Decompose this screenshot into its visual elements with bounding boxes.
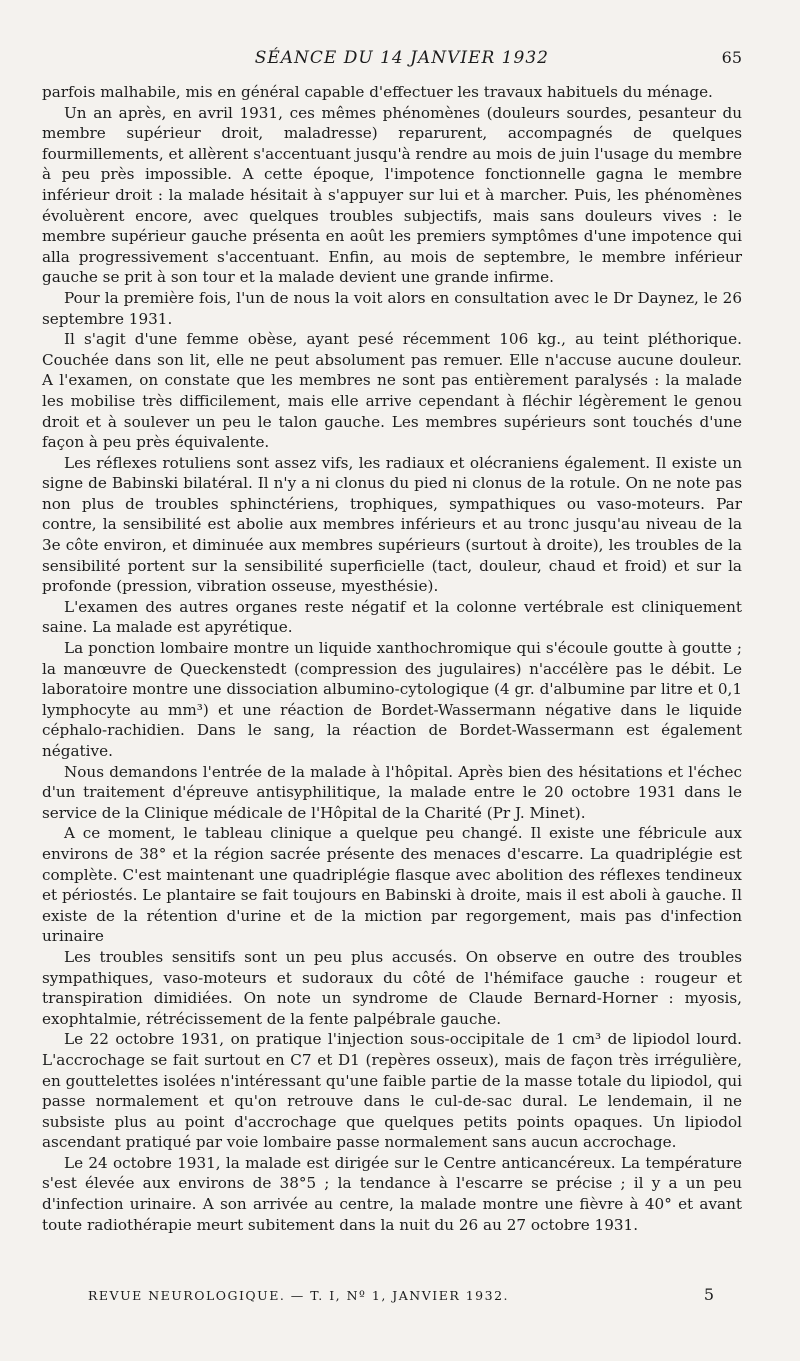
paragraph: Les réflexes rotuliens sont assez vifs, les radiaux et olécraniens également. Il existe un signe de Babinski bilatéral. Il n'y a ni clonus du pied ni clonus de la rotule. On ne note pas non plus de troubles sphinctériens, trophiques, sympathiques ou vaso-moteurs. Par contre, la sensibilité est abolie aux membres inférieurs et au tronc jusqu'au niveau de la 3e côte environ, et diminuée aux membres supérieurs (surtout à droite), les troubles de la sensibilité portent sur la sensibilité superficielle (tact, douleur, chaud et froid) et sur la profonde (pression, vibration osseuse, myesthésie).: [42, 453, 742, 596]
page-number: 65: [721, 48, 742, 67]
paragraph: Il s'agit d'une femme obèse, ayant pesé récemment 106 kg., au teint pléthorique. Couchée dans son lit, elle ne peut absolument pas remuer. Elle n'accuse aucune douleur. A l'examen, on constate que les membres ne sont pas entièrement paralysés : la malade les mobilise très difficilement, mais elle arrive cependant à fléchir légèrement le genou droit et à soulever un peu le talon gauche. Les membres supérieurs sont touchés d'une façon à peu près équivalente.: [42, 330, 742, 452]
paragraph: Le 22 octobre 1931, on pratique l'injection sous-occipitale de 1 cm³ de lipiodol lourd. L'accrochage se fait surtout en C7 et D1 (repères osseux), mais de façon très irrégulière, en gouttelettes isolées n'intéressant qu'une faible partie de la masse totale du lipiodol, qui passe normalement et qu'on retrouve dans le cul-de-sac dural. Le lendemain, il ne subsiste plus au point d'accrochage que quelques petits points opaques. Un lipiodol ascendant pratiqué par voie lombaire passe normalement sans aucun accrochage.: [42, 1030, 742, 1152]
body-text: [42, 82, 742, 1235]
paragraph: La ponction lombaire montre un liquide xanthochromique qui s'écoule goutte à goutte ; la manœuvre de Queckenstedt (compression des jugulaires) n'accélère pas le débit. Le laboratoire montre une dissociation albumino-cytologique (4 gr. d'albumine par litre et 0,1 lymphocyte au mm³) et une réaction de Bordet-Wassermann négative dans le liquide céphalo-rachidien. Dans le sang, la réaction de Bordet-Wassermann est également négative.: [42, 639, 742, 760]
page-footer: [88, 1285, 714, 1304]
signature-mark: 5: [703, 1285, 714, 1304]
paragraph: Le 24 octobre 1931, la malade est dirigée sur le Centre anticancéreux. La température s'est élevée aux environs de 38°5 ; la tendance à l'escarre se précise ; il y a un peu d'infection urinaire. A son arrivée au centre, la malade montre une fièvre à 40° et avant toute radiothérapie meurt subitement dans la nuit du 26 au 27 octobre 1931.: [42, 1153, 742, 1234]
running-title: SÉANCE DU 14 JANVIER 1932: [254, 48, 549, 68]
paragraph: Les troubles sensitifs sont un peu plus accusés. On observe en outre des troubles sympathiques, vaso-moteurs et sudoraux du côté de l'hémiface gauche : rougeur et transpiration dimidiées. On note un syndrome de Claude Bernard-Horner : myosis, exophtalmie, rétrécissement de la fente palpébrale gauche.: [42, 947, 742, 1028]
journal-reference: REVUE NEUROLOGIQUE. — T. I, Nº 1, JANVIER 1932.: [88, 1288, 510, 1303]
paragraph: parfois malhabile, mis en général capable d'effectuer les travaux habituels du ménage.: [42, 83, 713, 101]
paragraph: Un an après, en avril 1931, ces mêmes phénomènes (douleurs sourdes, pesanteur du membre supérieur droit, maladresse) reparurent, accompagnés de quelques fourmillements, et allèrent s'accentuant jusqu'à rendre au mois de juin l'usage du membre à peu près impossible. A cette époque, l'impotence fonctionnelle gagna le membre inférieur droit : la malade hésitait à s'appuyer sur lui et à marcher. Puis, les phénomènes évoluèrent encore, avec quelques troubles subjectifs, mais sans douleurs vives : le membre supérieur gauche présenta en août les premiers symptômes d'une impotence qui alla progressivement s'accentuant. Enfin, au mois de septembre, le membre inférieur gauche se prit à son tour et la malade devient une grande infirme.: [42, 103, 742, 287]
running-header: [42, 48, 742, 68]
paragraph: Nous demandons l'entrée de la malade à l'hôpital. Après bien des hésitations et l'échec d'un traitement d'épreuve antisyphilitique, la malade entre le 20 octobre 1931 dans le service de la Clinique médicale de l'Hôpital de la Charité (Pr J. Minet).: [42, 762, 742, 822]
paragraph: L'examen des autres organes reste négatif et la colonne vertébrale est cliniquement saine. La malade est apyrétique.: [42, 597, 742, 637]
paragraph: A ce moment, le tableau clinique a quelque peu changé. Il existe une fébricule aux environs de 38° et la région sacrée présente des menaces d'escarre. La quadriplégie est complète. C'est maintenant une quadriplégie flasque avec abolition des réflexes tendineux et périostés. Le plantaire se fait toujours en Babinski à droite, mais il est aboli à gauche. Il existe de la rétention d'urine et de la miction par regorgement, mais pas d'infection urinaire: [42, 824, 742, 946]
paragraph: Pour la première fois, l'un de nous la voit alors en consultation avec le Dr Daynez, le 26 septembre 1931.: [42, 288, 742, 328]
